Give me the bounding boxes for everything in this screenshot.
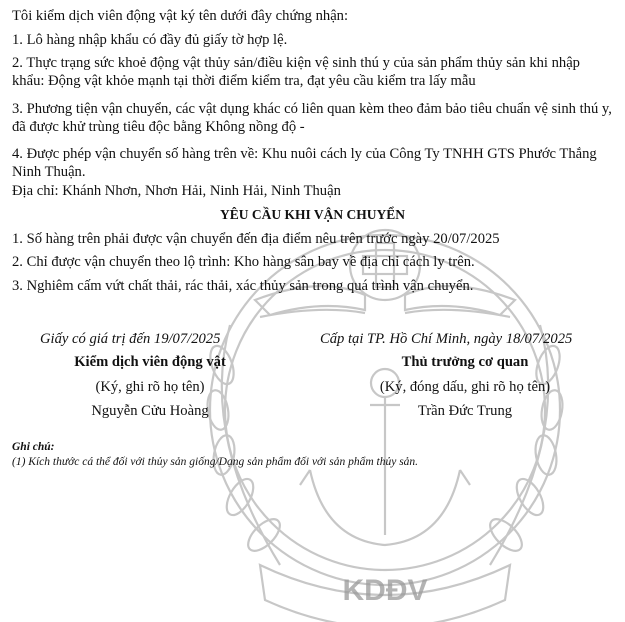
issue-place-date: Cấp tại TP. Hồ Chí Minh, ngày 18/07/2025 [320, 331, 573, 347]
note-text: (1) Kích thước cá thể đối với thủy sản giống/Dạng sản phẩm đối với sản phẩm thủy sản. [12, 456, 419, 468]
left-signer-instruction: (Ký, ghi rõ họ tên) [95, 379, 205, 395]
transport-title: YÊU CẦU KHI VẬN CHUYỂN [219, 207, 405, 222]
validity-text: Giấy có giá trị đến 19/07/2025 [40, 331, 221, 347]
right-signer-role: Thủ trưởng cơ quan [401, 354, 529, 370]
intro-text: Tôi kiểm dịch viên động vật ký tên dưới đây chứng nhận: [12, 8, 349, 24]
transport-item-3: 3. Nghiêm cấm vứt chất thải, rác thải, xác thủy sản trong quá trình vận chuyển. [12, 278, 474, 294]
item-1: 1. Lô hàng nhập khẩu có đầy đủ giấy tờ hợp lệ. [12, 32, 288, 48]
left-signer-role: Kiểm dịch viên động vật [74, 354, 226, 370]
item-3: 3. Phương tiện vận chuyển, các vật dụng khác có liên quan kèm theo đảm bảo tiêu chuẩn vệ sinh thú y, đã được khử trùng tiêu độc bằng Không nồng độ - [12, 101, 612, 135]
item-4: 4. Được phép vận chuyển số hàng trên về: Khu nuôi cách ly của Công Ty TNHH GTS Phước Thắng Ninh Thuận. [12, 146, 597, 180]
watermark-text: KDĐV [342, 574, 428, 607]
left-signer-name: Nguyễn Cửu Hoàng [91, 403, 209, 419]
transport-item-1: 1. Số hàng trên phải được vận chuyển đến địa điểm nêu trên trước ngày 20/07/2025 [12, 231, 500, 247]
note-label: Ghi chú: [12, 441, 55, 453]
item-2: 2. Thực trạng sức khoẻ động vật thủy sản/điều kiện vệ sinh thú y của sản phẩm thủy sản khi nhập khẩu: Động vật khỏe mạnh tại thời điểm kiểm tra, đạt yêu cầu kiểm tra lấy mẫu [12, 55, 580, 89]
right-signer-name: Trần Đức Trung [417, 403, 513, 419]
transport-item-2: 2. Chỉ được vận chuyển theo lộ trình: Kho hàng sân bay về địa chỉ cách ly trên. [12, 254, 475, 270]
address-text: Địa chỉ: Khánh Nhơn, Nhơn Hải, Ninh Hải, Ninh Thuận [12, 183, 341, 199]
right-signer-instruction: (Ký, đóng dấu, ghi rõ họ tên) [379, 379, 551, 395]
